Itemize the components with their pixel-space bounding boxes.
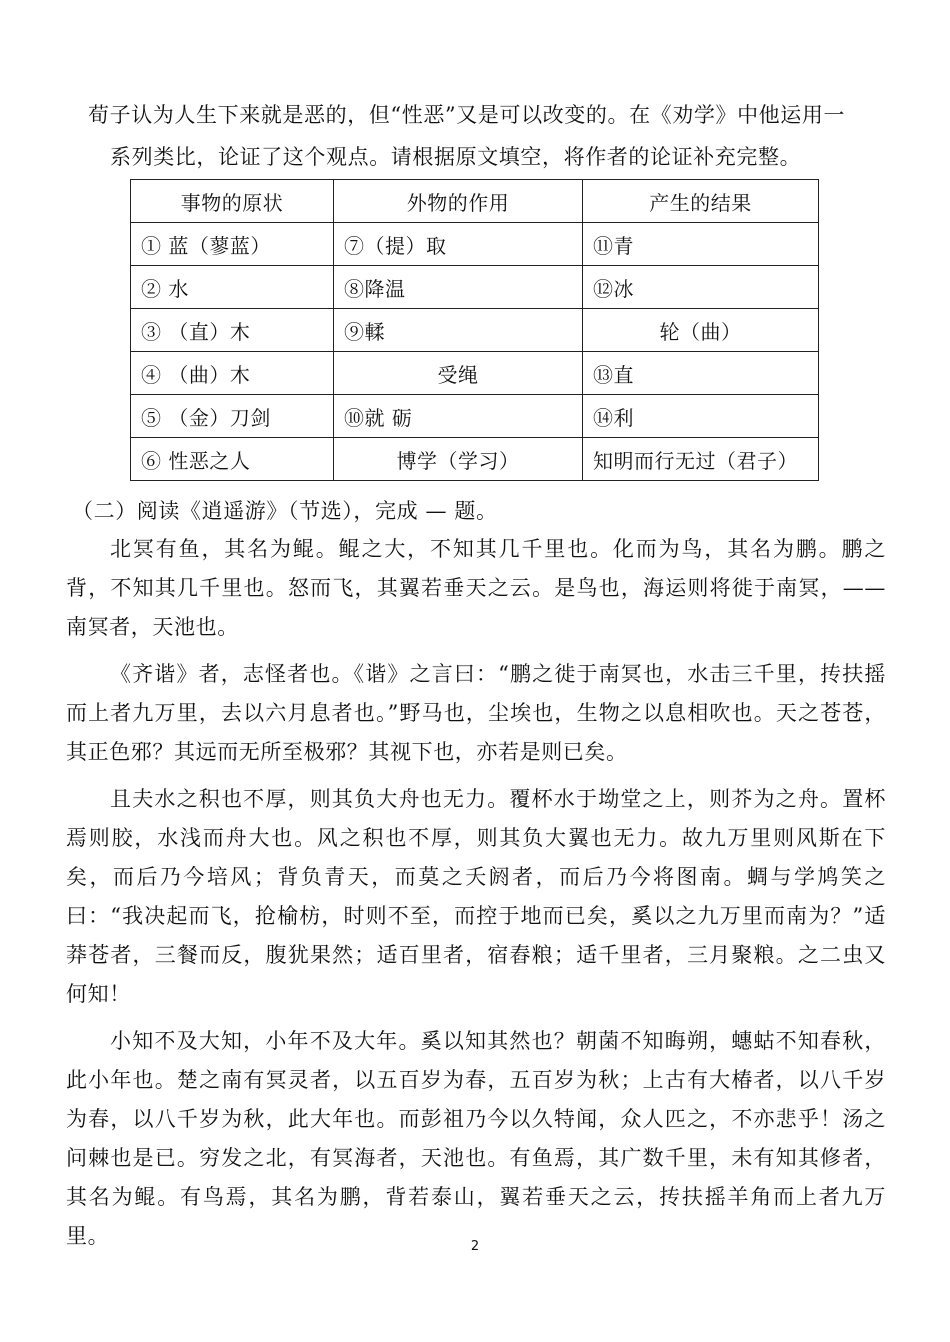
page-number: 2 [470, 1239, 480, 1254]
header-original-state: 事物的原状 [131, 180, 334, 223]
analogy-table [130, 179, 819, 481]
table-row [131, 395, 819, 438]
intro-line-2: 系列类比，论证了这个观点。请根据原文填空，将作者的论证补充完整。 [110, 145, 802, 169]
table-cell: 知明而行无过（君子） [583, 438, 819, 481]
table-cell: ③ （直）木 [131, 309, 334, 352]
table-row [131, 309, 819, 352]
passage-paragraph: 《齐谐》者，志怪者也。《谐》之言曰：“鹏之徙于南冥也，水击三千里，抟扶摇而上者九万里，去以六月息者也。”野马也，尘埃也，生物之以息相吹也。天之苍苍，其正色邪？其远而无所至极邪？其视下也，亦若是则已矣。 [66, 662, 886, 764]
table-cell: 轮（曲） [583, 309, 819, 352]
table-cell: ④ （曲）木 [131, 352, 334, 395]
passage [66, 530, 886, 1256]
intro-line-1: 荀子认为人生下来就是恶的，但“性恶”又是可以改变的。在《劝学》中他运用一 [88, 103, 846, 127]
passage-paragraph: 北冥有鱼，其名为鲲。鲲之大，不知其几千里也。化而为鸟，其名为鹏。鹏之背，不知其几千里也。怒而飞，其翼若垂天之云。是鸟也，海运则将徙于南冥，——南冥者，天池也。 [66, 537, 886, 639]
table-row [131, 352, 819, 395]
table-cell: ⑬直 [583, 352, 819, 395]
header-result: 产生的结果 [583, 180, 819, 223]
table-cell: ① 蓝（蓼蓝） [131, 223, 334, 266]
passage-paragraph: 且夫水之积也不厚，则其负大舟也无力。覆杯水于坳堂之上，则芥为之舟。置杯焉则胶，水浅而舟大也。风之积也不厚，则其负大翼也无力。故九万里则风斯在下矣，而后乃今培风；背负青天，而莫之夭阏者，而后乃今将图南。蜩与学鸠笑之曰：“我决起而飞，抢榆枋，时则不至，而控于地而已矣，奚以之九万里而南为？”适莽苍者，三餐而反，腹犹果然；适百里者，宿舂粮；适千里者，三月聚粮。之二虫又何知！ [66, 787, 886, 1006]
table-cell: ⑩就 砺 [334, 395, 583, 438]
section-heading: （二）阅读《逍遥游》（节选），完成 — 题。 [72, 499, 498, 523]
table-cell: 受绳 [334, 352, 583, 395]
table-cell: ⑧降温 [334, 266, 583, 309]
table-header-row [131, 180, 819, 223]
table-cell: ② 水 [131, 266, 334, 309]
table-cell: ⑨輮 [334, 309, 583, 352]
table-cell: 博学（学习） [334, 438, 583, 481]
table-cell: ⑭利 [583, 395, 819, 438]
table-row [131, 266, 819, 309]
table-cell: ⑦（提）取 [334, 223, 583, 266]
table-cell: ⑤ （金）刀剑 [131, 395, 334, 438]
table-cell: ⑥ 性恶之人 [131, 438, 334, 481]
table-cell: ⑪青 [583, 223, 819, 266]
table-cell: ⑫冰 [583, 266, 819, 309]
table-row [131, 223, 819, 266]
table-row [131, 438, 819, 481]
passage-paragraph: 小知不及大知，小年不及大年。奚以知其然也？朝菌不知晦朔，蟪蛄不知春秋，此小年也。楚之南有冥灵者，以五百岁为春，五百岁为秋；上古有大椿者，以八千岁为春，以八千岁为秋，此大年也。而彭祖乃今以久特闻，众人匹之，不亦悲乎！汤之问棘也是已。穷发之北，有冥海者，天池也。有鱼焉，其广数千里，未有知其修者，其名为鲲。有鸟焉，其名为鹏，背若泰山，翼若垂天之云，抟扶摇羊角而上者九万里。 [66, 1029, 886, 1248]
header-external-effect: 外物的作用 [334, 180, 583, 223]
